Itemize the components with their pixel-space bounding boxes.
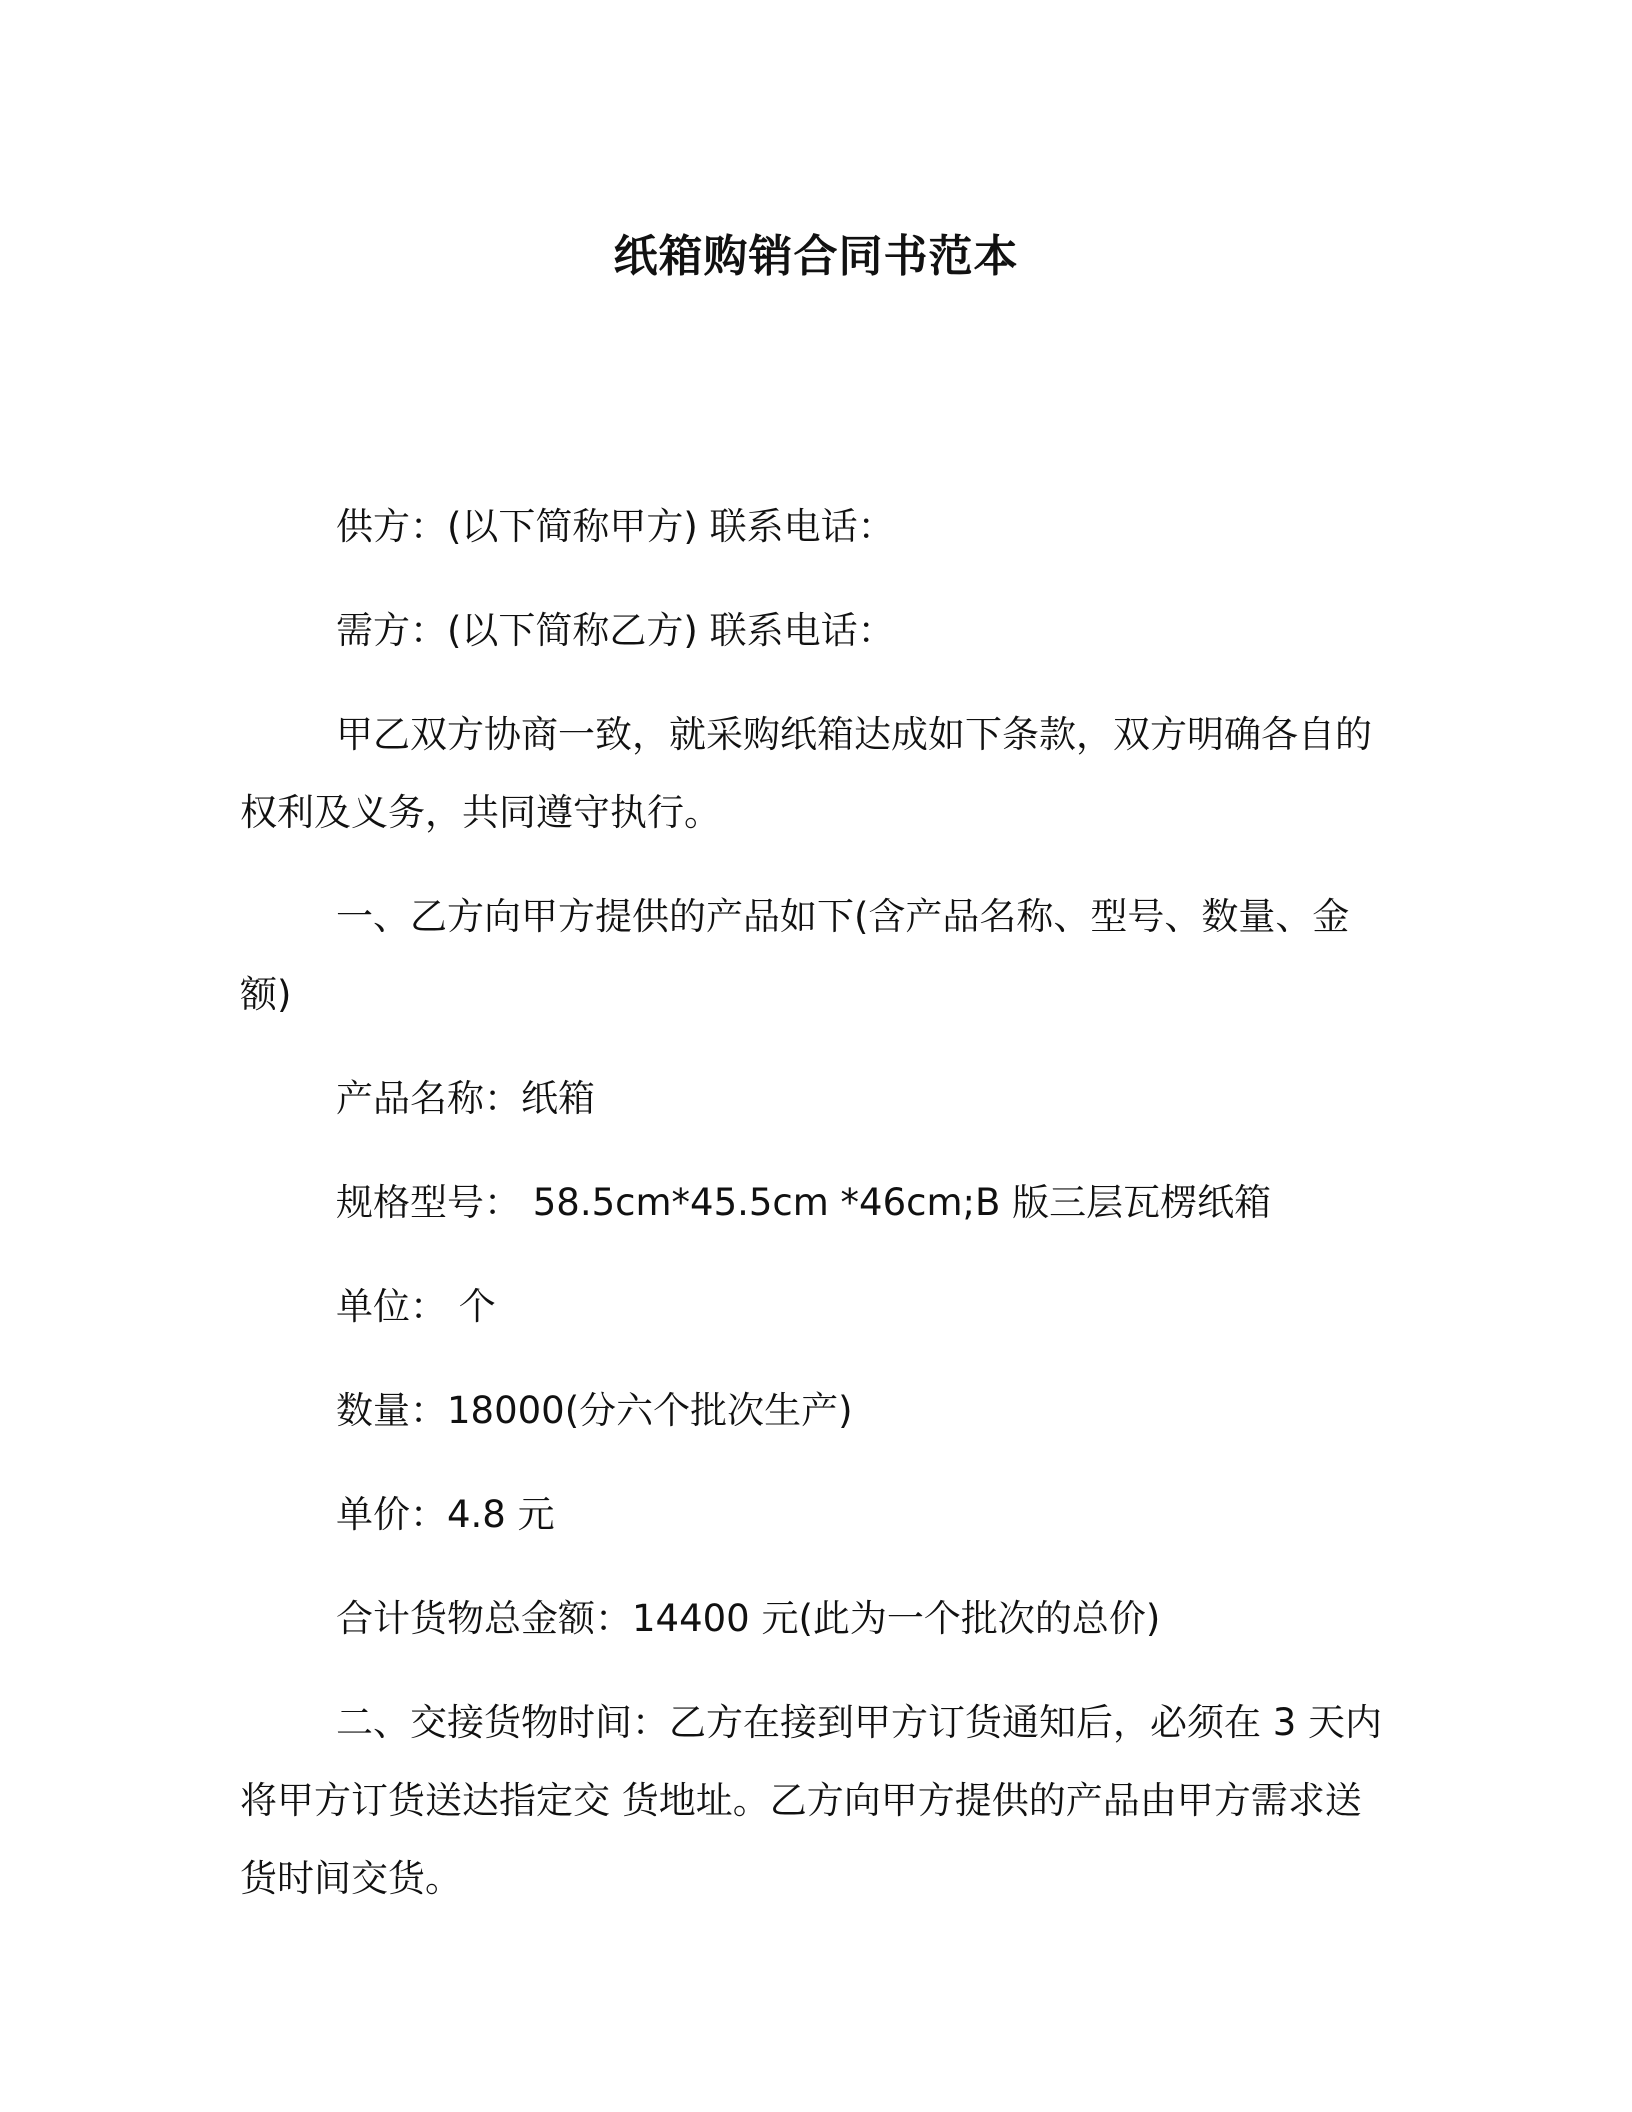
supplier-line: 供方：(以下简称甲方) 联系电话：	[336, 505, 895, 548]
unit-line: 单位： 个	[336, 1285, 496, 1328]
product-name-line: 产品名称：纸箱	[336, 1077, 595, 1120]
section-one-heading: 一、乙方向甲方提供的产品如下(含产品名称、型号、数量、金额)	[240, 895, 1350, 1016]
total-amount-line: 合计货物总金额：14400 元(此为一个批次的总价)	[336, 1597, 1161, 1640]
unit-price-line: 单价：4.8 元	[336, 1493, 555, 1536]
document-title: 纸箱购销合同书范本	[613, 231, 1019, 282]
document-body	[240, 488, 1390, 1944]
section-two-paragraph: 二、交接货物时间：乙方在接到甲方订货通知后，必须在 3 天内将甲方订货送达指定交 货地址。乙方向甲方提供的产品由甲方需求送货时间交货。	[240, 1701, 1383, 1900]
product-spec-line: 规格型号： 58.5cm*45.5cm *46cm;B 版三层瓦楞纸箱	[336, 1181, 1272, 1224]
quantity-line: 数量：18000(分六个批次生产)	[336, 1389, 853, 1432]
agreement-paragraph: 甲乙双方协商一致，就采购纸箱达成如下条款，双方明确各自的权利及义务，共同遵守执行。	[240, 713, 1372, 834]
buyer-line: 需方：(以下简称乙方) 联系电话：	[336, 609, 895, 652]
